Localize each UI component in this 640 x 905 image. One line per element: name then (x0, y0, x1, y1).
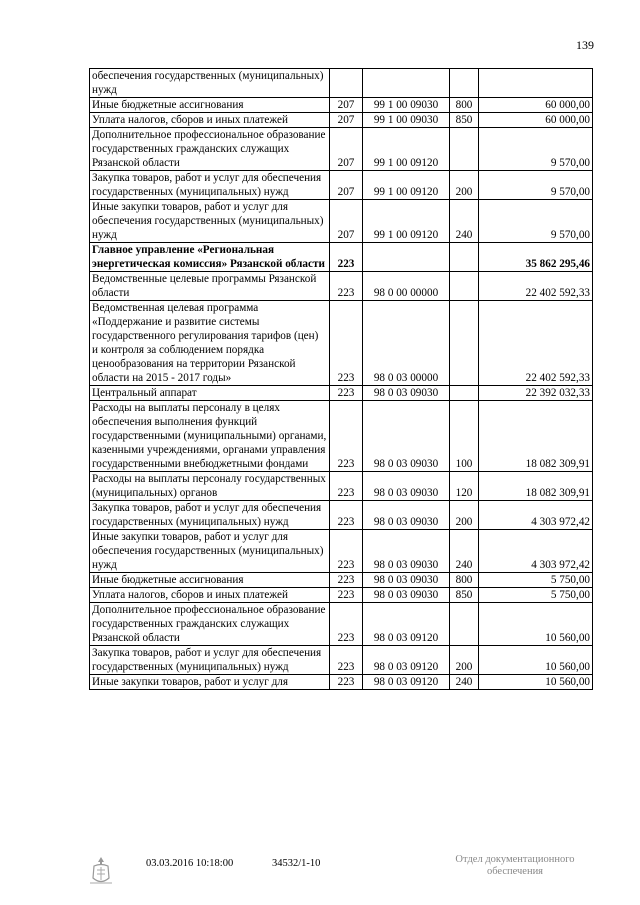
row-amount-cell: 9 570,00 (479, 128, 593, 171)
row-name-cell: Уплата налогов, сборов и иных платежей (90, 113, 330, 128)
row-target-code-cell: 98 0 03 09030 (363, 386, 450, 401)
row-name-cell: Закупка товаров, работ и услуг для обеспечения государственных (муниципальных) нужд (90, 501, 330, 530)
row-dept-code-cell: 207 (330, 98, 363, 113)
table-row (90, 675, 593, 690)
row-name-cell: Иные закупки товаров, работ и услуг для обеспечения государственных (муниципальных) нужд (90, 530, 330, 573)
row-expense-type-cell: 200 (450, 501, 479, 530)
table-row (90, 646, 593, 675)
row-name-cell: Иные закупки товаров, работ и услуг для обеспечения государственных (муниципальных) нужд (90, 200, 330, 243)
row-amount-cell: 22 392 032,33 (479, 386, 593, 401)
row-expense-type-cell (450, 69, 479, 98)
row-name-cell: Центральный аппарат (90, 386, 330, 401)
row-name-cell: Закупка товаров, работ и услуг для обеспечения государственных (муниципальных) нужд (90, 646, 330, 675)
row-name-cell: Иные закупки товаров, работ и услуг для (90, 675, 330, 690)
row-target-code-cell: 98 0 00 00000 (363, 272, 450, 301)
table-row (90, 501, 593, 530)
table-row (90, 98, 593, 113)
row-expense-type-cell: 850 (450, 588, 479, 603)
row-amount-cell: 4 303 972,42 (479, 530, 593, 573)
row-expense-type-cell (450, 386, 479, 401)
footer-department-line1: Отдел документационного (455, 854, 575, 865)
row-name-cell: Уплата налогов, сборов и иных платежей (90, 588, 330, 603)
row-amount-cell: 22 402 592,33 (479, 272, 593, 301)
footer-date: 03.03.2016 10:18:00 (146, 858, 234, 869)
row-dept-code-cell: 223 (330, 603, 363, 646)
row-dept-code-cell: 223 (330, 386, 363, 401)
coat-of-arms-icon (88, 856, 114, 886)
row-amount-cell: 10 560,00 (479, 675, 593, 690)
row-target-code-cell: 99 1 00 09030 (363, 98, 450, 113)
table-row (90, 69, 593, 98)
table-row (90, 200, 593, 243)
budget-table-body (90, 69, 593, 690)
row-expense-type-cell: 240 (450, 200, 479, 243)
row-expense-type-cell: 200 (450, 171, 479, 200)
row-expense-type-cell (450, 603, 479, 646)
row-dept-code-cell: 223 (330, 588, 363, 603)
row-expense-type-cell (450, 243, 479, 272)
table-row (90, 386, 593, 401)
row-expense-type-cell: 800 (450, 98, 479, 113)
row-target-code-cell: 99 1 00 09120 (363, 200, 450, 243)
row-target-code-cell: 98 0 03 09030 (363, 573, 450, 588)
row-amount-cell: 22 402 592,33 (479, 301, 593, 386)
row-dept-code-cell: 207 (330, 113, 363, 128)
row-target-code-cell: 99 1 00 09030 (363, 113, 450, 128)
table-row (90, 171, 593, 200)
row-name-cell: Иные бюджетные ассигнования (90, 98, 330, 113)
row-amount-cell: 9 570,00 (479, 171, 593, 200)
table-row (90, 272, 593, 301)
row-dept-code-cell: 207 (330, 200, 363, 243)
row-name-cell: обеспечения государственных (муниципальных) нужд (90, 69, 330, 98)
row-amount-cell: 35 862 295,46 (479, 243, 593, 272)
row-target-code-cell: 98 0 03 09120 (363, 675, 450, 690)
row-target-code-cell: 99 1 00 09120 (363, 128, 450, 171)
row-dept-code-cell: 223 (330, 573, 363, 588)
row-dept-code-cell: 223 (330, 675, 363, 690)
row-amount-cell: 10 560,00 (479, 646, 593, 675)
row-target-code-cell: 98 0 03 09030 (363, 472, 450, 501)
row-dept-code-cell (330, 69, 363, 98)
row-expense-type-cell: 100 (450, 401, 479, 472)
row-amount-cell: 60 000,00 (479, 113, 593, 128)
budget-table (89, 68, 593, 690)
row-amount-cell: 60 000,00 (479, 98, 593, 113)
row-amount-cell: 18 082 309,91 (479, 472, 593, 501)
table-row (90, 128, 593, 171)
row-name-cell: Дополнительное профессиональное образование государственных гражданских служащих Рязанской области (90, 128, 330, 171)
row-dept-code-cell: 223 (330, 272, 363, 301)
row-dept-code-cell: 207 (330, 171, 363, 200)
row-dept-code-cell: 223 (330, 646, 363, 675)
row-amount-cell: 18 082 309,91 (479, 401, 593, 472)
row-name-cell: Ведомственные целевые программы Рязанской области (90, 272, 330, 301)
row-amount-cell: 5 750,00 (479, 588, 593, 603)
row-expense-type-cell: 200 (450, 646, 479, 675)
row-amount-cell: 10 560,00 (479, 603, 593, 646)
table-row (90, 243, 593, 272)
row-target-code-cell: 99 1 00 09120 (363, 171, 450, 200)
row-name-cell: Закупка товаров, работ и услуг для обеспечения государственных (муниципальных) нужд (90, 171, 330, 200)
row-expense-type-cell (450, 272, 479, 301)
row-name-cell: Расходы на выплаты персоналу государственных (муниципальных) органов (90, 472, 330, 501)
row-expense-type-cell: 850 (450, 113, 479, 128)
row-target-code-cell: 98 0 03 09030 (363, 588, 450, 603)
row-target-code-cell: 98 0 03 09030 (363, 530, 450, 573)
row-expense-type-cell: 240 (450, 530, 479, 573)
row-name-cell: Ведомственная целевая программа «Поддержание и развитие системы государственного регулирования тарифов (цен) и контроля за соблюдением порядка ценообразования на территории Рязанской области на 2015 - 2017 годы» (90, 301, 330, 386)
row-target-code-cell (363, 243, 450, 272)
row-target-code-cell: 98 0 03 00000 (363, 301, 450, 386)
row-amount-cell: 5 750,00 (479, 573, 593, 588)
footer-doc-number: 34532/1-10 (272, 858, 321, 869)
row-target-code-cell: 98 0 03 09120 (363, 646, 450, 675)
table-row (90, 573, 593, 588)
table-row (90, 603, 593, 646)
row-name-cell: Дополнительное профессиональное образование государственных гражданских служащих Рязанской области (90, 603, 330, 646)
row-target-code-cell (363, 69, 450, 98)
row-expense-type-cell (450, 128, 479, 171)
row-expense-type-cell: 800 (450, 573, 479, 588)
row-dept-code-cell: 223 (330, 530, 363, 573)
row-expense-type-cell: 240 (450, 675, 479, 690)
row-dept-code-cell: 223 (330, 472, 363, 501)
table-row (90, 530, 593, 573)
row-target-code-cell: 98 0 03 09120 (363, 603, 450, 646)
row-amount-cell: 9 570,00 (479, 200, 593, 243)
row-dept-code-cell: 223 (330, 501, 363, 530)
table-row (90, 472, 593, 501)
row-dept-code-cell: 223 (330, 401, 363, 472)
footer-department-line2: обеспечения (486, 866, 544, 877)
row-target-code-cell: 98 0 03 09030 (363, 401, 450, 472)
table-row (90, 588, 593, 603)
row-name-cell: Главное управление «Региональная энергетическая комиссия» Рязанской области (90, 243, 330, 272)
table-row (90, 113, 593, 128)
page-number: 139 (576, 38, 594, 52)
row-amount-cell (479, 69, 593, 98)
footer-department (440, 854, 590, 878)
row-target-code-cell: 98 0 03 09030 (363, 501, 450, 530)
row-dept-code-cell: 223 (330, 301, 363, 386)
row-name-cell: Расходы на выплаты персоналу в целях обеспечения выполнения функций государственными (муниципальными) органами, казенными учреждениями, органами управления государственными внебюджетными фондами (90, 401, 330, 472)
row-expense-type-cell (450, 301, 479, 386)
row-name-cell: Иные бюджетные ассигнования (90, 573, 330, 588)
row-expense-type-cell: 120 (450, 472, 479, 501)
row-dept-code-cell: 207 (330, 128, 363, 171)
row-dept-code-cell: 223 (330, 243, 363, 272)
table-row (90, 301, 593, 386)
table-row (90, 401, 593, 472)
row-amount-cell: 4 303 972,42 (479, 501, 593, 530)
page-footer (0, 852, 640, 892)
